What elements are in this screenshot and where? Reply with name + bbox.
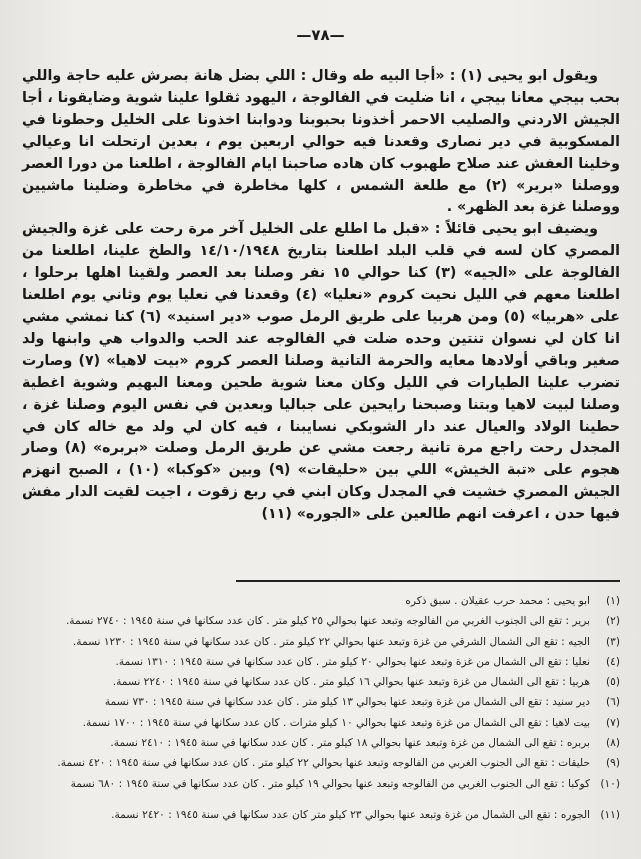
footnote-5 [22,672,620,692]
footnote-text: الجيه : تقع الى الشمال الشرقي من غزة وتبعد عنها بحوالي ٢٢ كيلو متر . كان عدد سكانها في سنة ١٩٤٥ : ١٢٣٠ نسمة. [72,635,590,648]
footnote-number: (٨) [606,737,620,750]
footnote-text: نعليا : تقع الى الشمال من غزة وتبعد عنها بحوالي ٢٠ كيلو متر . كان عدد سكانها في سنة ١٩٤٥ : ١٣١٠ نسمة. [115,655,590,668]
footnote-divider [236,580,620,582]
footnote-text: دير سنيد : تقع الى الشمال من غزة وتبعد عنها بحوالي ١٣ كيلو متر . كان عدد سكانها في سنة ١٩٤٥ : ٧٣٠ نسمة [104,696,590,709]
footnote-number: (٦) [606,696,620,709]
footnote-8 [22,733,620,753]
footnote-number: (١٠) [600,777,620,790]
footnote-text: كوكبا : تقع الى الجنوب الغربي من الفالوجه وتبعد عنها بحوالي ١٩ كيلو متر . كان عدد سكانها في سنة ١٩٤٥ : ٦٨٠ نسمة [70,777,590,790]
footnote-1 [22,591,620,611]
paragraph-1: ويقول ابو يحيى (١) : «أجا البيه طه وقال : اللي بضل هانة بصرش عليه حاجة واللي بحب بيجي معانا بيجي ، انا ضليت في الفالوجة ، اليهود ثقلوا علينا شوية وضايقونا ، أجا الجيش الاردني والصليب الاحمر أخذونا بحبوبنا ودوابنا اخذونا على الخليل وحطونا في المسكوبية في دير نصارى وقعدنا فيه حوالي اربعين يوم ، بعدين ارتحلت انا وعيالي وخلينا العفش عند صلاح طهبوب كان هاده صاحبنا ايام الفالوجة ، اطلعنا من دورا العصر ووصلنا «برير» (٢) مع طلعة الشمس ، كلها مخاطرة في مخاطرة وضلينا ماشيين ووصلنا غزة بعد الظهر» . [22,68,620,216]
footnote-3 [22,632,620,652]
footnote-text: برير : تقع الى الجنوب الغربي من الفالوجه وتبعد عنها بحوالي ٢٥ كيلو متر . كان عدد سكانها في سنة ١٩٤٥ : ٢٧٤٠ نسمة. [65,615,590,628]
page-number: —٧٨— [296,26,345,44]
footnote-text: بيت لاهيا : تقع الى الشمال من غزة وتبعد عنها بحوالي ١٠ كيلو مترات . كان عدد سكانها في سنة ١٩٤٥ : ١٧٠٠ نسمة. [82,716,590,729]
footnote-number: (٧) [606,716,620,729]
footnote-text: الجوره : تقع الى الشمال من غزة وتبعد عنها بحوالي ٢٣ كيلو متر كان عدد سكانها في سنة ١٩٤٥ : ٢٤٢٠ نسمة. [111,808,590,821]
footnote-text: حليقات : تقع الى الجنوب الغربي من الفالوجه وتبعد عنها بحوالي ٢٢ كيلو متر . كان عدد سكانها في سنة ١٩٤٥ : ٤٢٠ نسمة. [57,757,590,770]
footnote-text: هربيا : تقع الى الشمال من غزة وتبعد عنها بحوالي ١٦ كيلو متر . كان عدد سكانها في سنة ١٩٤٥ : ٢٢٤٠ نسمة. [112,676,590,689]
footnote-11 [22,805,620,825]
footnote-number: (٤) [606,655,620,668]
footnote-text: ابو يحيى : محمد حرب عقيلان . سبق ذكره [405,595,590,607]
footnote-9 [22,753,620,773]
footnote-10 [22,774,620,794]
main-text [22,66,620,526]
paragraph-2: ويضيف ابو يحيى قائلاً : «قبل ما اطلع على الخليل آخر مرة رحت على غزة والجيش المصري كان لسه في قلب البلد اطلعنا بتاريخ ١٤/١٠/١٩٤٨ والطخ علينا، اطلعنا من الفالوجة على «الجيه» (٣) كنا حوالي ١٥ نفر وصلنا بعد العصر ولقينا اهلها برحلوا ، اطلعنا معهم في الليل نحيت كروم «نعليا» (٤) وقعدنا في نعليا يوم وثاني يوم اطلعنا على «هربيا» (٥) ومن هربيا على طريق الرمل صوب «دير اسنيد» (٦) كنا نمشي مشي انا كان لي نسوان تنتين وحده ضلت في الفالوجه عند الحب والدواب هي وابنها ولد صغير وباقي أولادها معايه والحرمة التانية وصلنا العصر كروم «بيت لاهيا» (٧) وصارت تضرب علينا الطيارات في الليل وكان معنا شوية طحين ومعنا البهيم وشوية اغطية وصلنا لبيت لاهيا وبتنا وصبحنا رايحين على جباليا وبعدين في نفس اليوم وصلنا غزة ، حطينا الولاد والعيال عند دار الشوبكي نسايبنا ، فيه كان لي ولد مع خاله كان في المجدل رحت راجع مرة تانية رجعت مشي عن طريق الرمل وصلت «بربره» (٨) وصار هجوم على «تبة الخيش» اللي بين «حليقات» (٩) وبين «كوكبا» (١٠) ، الصبح انهزم الجيش المصري خشيت في المجدل وكان ابني في ربع زقوت ، اجيت لقيت الدار مفش فيها حدن ، اعرفت انهم طالعين على «الجوره» (١١) [22,221,620,523]
footnote-4 [22,652,620,672]
footnote-number: (٣) [606,635,620,648]
footnote-6 [22,692,620,712]
footnote-2 [22,611,620,631]
footnote-number: (٢) [606,615,620,628]
footnote-7 [22,713,620,733]
footnote-text: بربره : تقع الى الشمال من غزة وتبعد عنها بحوالي ١٨ كيلو متر . كان عدد سكانها في سنة ١٩٤٥ : ٢٤١٠ نسمة. [110,737,590,750]
footnote-number: (١) [606,595,620,607]
footnote-number: (٩) [606,757,620,770]
footnote-number: (١١) [600,808,620,821]
footnotes [22,591,620,825]
footnote-number: (٥) [606,676,620,689]
